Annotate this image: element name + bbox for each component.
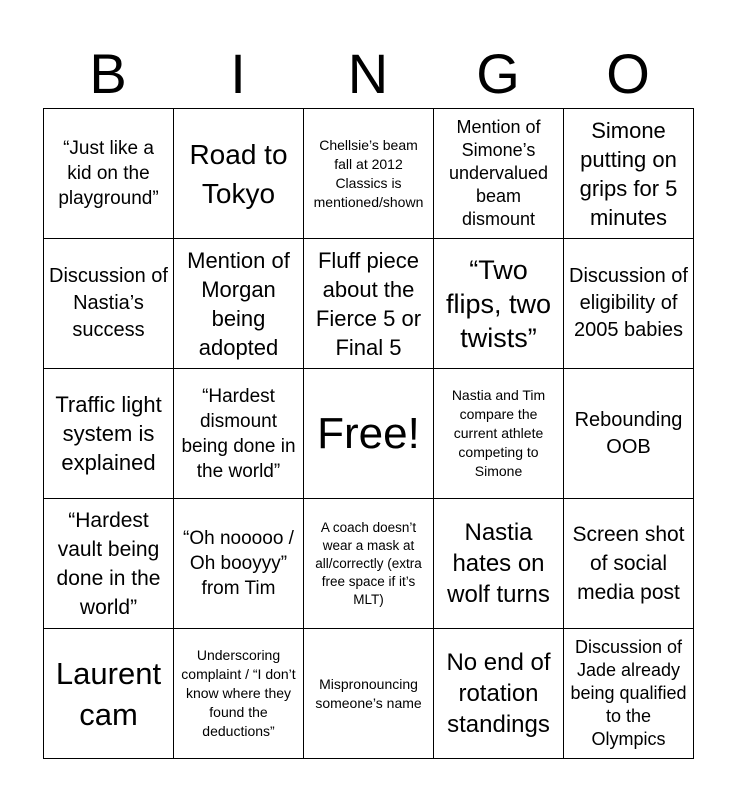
bingo-header	[43, 40, 693, 108]
bingo-cell[interactable]	[564, 629, 694, 759]
bingo-cell[interactable]	[44, 499, 174, 629]
bingo-cell[interactable]	[44, 369, 174, 499]
bingo-card	[43, 108, 694, 759]
cell-text: Simone putting on grips for 5 minutes	[579, 117, 678, 230]
cell-text: Rebounding OOB	[574, 408, 683, 458]
cell-text: Nastia hates on wolf turns	[447, 519, 550, 608]
cell-text: A coach doesn’t wear a mask at all/correctly (extra free space if it’s MLT)	[315, 519, 422, 607]
bingo-cell[interactable]	[174, 499, 304, 629]
cell-text: Chellsie’s beam fall at 2012 Classics is mentioned/shown	[313, 136, 424, 210]
cell-text: “Hardest vault being done in the world”	[56, 508, 161, 619]
bingo-cell[interactable]	[304, 499, 434, 629]
bingo-cell[interactable]	[304, 629, 434, 759]
cell-text: Mention of Simone’s undervalued beam dismount	[448, 117, 549, 229]
bingo-cell[interactable]	[564, 239, 694, 369]
cell-text: Mention of Morgan being adopted	[187, 247, 290, 360]
header-letter-b: B	[89, 42, 127, 105]
free-space[interactable]	[304, 369, 434, 499]
header-letter-i: I	[230, 42, 246, 105]
bingo-cell[interactable]	[434, 109, 564, 239]
bingo-cell[interactable]	[174, 239, 304, 369]
cell-text: Discussion of Nastia’s success	[49, 265, 168, 341]
cell-text: “Hardest dismount being done in the world”	[181, 385, 296, 482]
header-letter-g: G	[476, 42, 520, 105]
bingo-cell[interactable]	[564, 109, 694, 239]
header-letter-n: N	[347, 42, 389, 105]
cell-text: “Two flips, two twists”	[445, 254, 552, 353]
cell-text: Laurent cam	[55, 655, 162, 732]
bingo-cell[interactable]	[304, 109, 434, 239]
bingo-cell[interactable]	[44, 629, 174, 759]
cell-text: Mispronouncing someone’s name	[315, 675, 422, 711]
cell-text: Road to Tokyo	[189, 138, 288, 209]
bingo-cell[interactable]	[174, 629, 304, 759]
cell-text: Underscoring complaint / “I don’t know where they found the deductions”	[181, 647, 296, 739]
bingo-cell[interactable]	[434, 499, 564, 629]
bingo-cell[interactable]	[434, 369, 564, 499]
bingo-cell[interactable]	[174, 369, 304, 499]
bingo-cell[interactable]	[564, 499, 694, 629]
cell-text: Screen shot of social media post	[572, 523, 685, 604]
bingo-cell[interactable]	[44, 109, 174, 239]
bingo-cell[interactable]	[174, 109, 304, 239]
bingo-cell[interactable]	[304, 239, 434, 369]
cell-text: No end of rotation standings	[446, 649, 551, 738]
cell-text: Fluff piece about the Fierce 5 or Final 5	[315, 247, 422, 360]
cell-text: Free!	[317, 408, 420, 458]
cell-text: “Just like a kid on the playground”	[58, 138, 159, 209]
bingo-cell[interactable]	[434, 629, 564, 759]
bingo-cell[interactable]	[564, 369, 694, 499]
cell-text: Traffic light system is explained	[55, 392, 162, 475]
bingo-cell[interactable]	[44, 239, 174, 369]
cell-text: Nastia and Tim compare the current athlete competing to Simone	[451, 387, 546, 479]
bingo-cell[interactable]	[434, 239, 564, 369]
cell-text: Discussion of Jade already being qualified to the Olympics	[570, 637, 687, 749]
cell-text: Discussion of eligibility of 2005 babies	[569, 265, 688, 341]
header-letter-o: O	[606, 42, 650, 105]
cell-text: “Oh nooooo / Oh booyyy” from Tim	[183, 528, 294, 599]
